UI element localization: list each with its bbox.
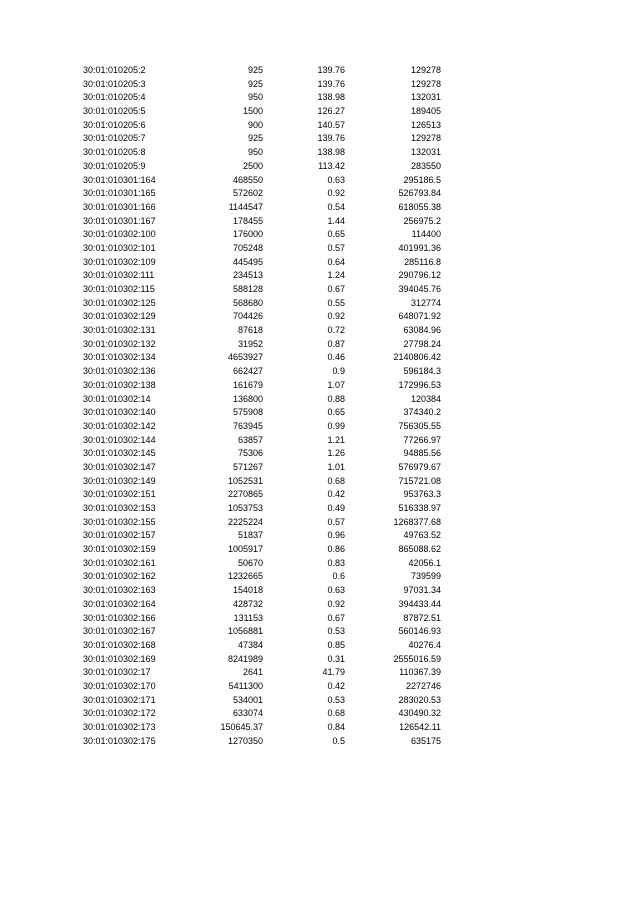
cadastral-number-cell: 30:01:010302:159 xyxy=(83,544,156,555)
table-row xyxy=(83,119,443,133)
value-cell: 285116.8 xyxy=(404,256,441,267)
area-cell: 950 xyxy=(247,92,263,103)
table-row xyxy=(83,351,443,365)
table-row xyxy=(83,242,443,256)
cadastral-number-cell: 30:01:010302:161 xyxy=(83,557,156,568)
rate-cell: 138.98 xyxy=(317,92,345,103)
rate-cell: 138.98 xyxy=(317,147,345,158)
area-cell: 763945 xyxy=(232,420,263,431)
area-cell: 705248 xyxy=(232,242,263,253)
value-cell: 110367.39 xyxy=(399,667,441,678)
area-cell: 900 xyxy=(247,119,263,130)
table-row xyxy=(83,680,443,694)
cadastral-number-cell: 30:01:010302:111 xyxy=(83,270,155,281)
cadastral-number-cell: 30:01:010302:175 xyxy=(83,735,156,746)
value-cell: 94885.56 xyxy=(403,448,441,459)
rate-cell: 0.42 xyxy=(327,680,345,691)
area-cell: 178455 xyxy=(232,215,263,226)
rate-cell: 0.46 xyxy=(327,352,345,363)
table-row xyxy=(83,516,443,530)
rate-cell: 0.67 xyxy=(327,612,345,623)
value-cell: 87872.51 xyxy=(403,612,441,623)
table-row xyxy=(83,174,443,188)
value-cell: 63084.96 xyxy=(403,325,441,336)
rate-cell: 0.57 xyxy=(327,516,345,527)
value-cell: 129278 xyxy=(410,78,441,89)
area-cell: 47384 xyxy=(237,639,263,650)
table-row xyxy=(83,365,443,379)
value-cell: 132031 xyxy=(410,92,441,103)
area-cell: 568680 xyxy=(232,297,263,308)
rate-cell: 0.72 xyxy=(327,325,345,336)
rate-cell: 0.83 xyxy=(327,557,345,568)
value-cell: 576979.67 xyxy=(398,461,441,472)
area-cell: 2641 xyxy=(242,667,263,678)
rate-cell: 0.96 xyxy=(327,530,345,541)
table-row xyxy=(83,434,443,448)
cadastral-number-cell: 30:01:010301:167 xyxy=(83,215,156,226)
cadastral-number-cell: 30:01:010302:145 xyxy=(83,448,156,459)
area-cell: 5411300 xyxy=(228,680,263,691)
cadastral-number-cell: 30:01:010205:4 xyxy=(83,92,146,103)
value-cell: 401991.36 xyxy=(398,242,441,253)
cadastral-number-cell: 30:01:010302:171 xyxy=(83,694,156,705)
rate-cell: 0.88 xyxy=(327,393,345,404)
cadastral-number-cell: 30:01:010205:7 xyxy=(83,133,146,144)
area-cell: 1232665 xyxy=(227,571,263,582)
table-row xyxy=(83,612,443,626)
rate-cell: 0.63 xyxy=(327,174,345,185)
value-cell: 560146.93 xyxy=(398,626,441,637)
rate-cell: 0.64 xyxy=(327,256,345,267)
cadastral-number-cell: 30:01:010302:115 xyxy=(83,284,155,294)
table-row xyxy=(83,215,443,229)
value-cell: 756305.55 xyxy=(398,420,441,431)
table-row xyxy=(83,735,443,749)
area-cell: 588128 xyxy=(232,284,263,294)
area-cell: 925 xyxy=(247,78,263,89)
area-cell: 87618 xyxy=(237,325,263,336)
rate-cell: 0.53 xyxy=(327,694,345,705)
area-cell: 131153 xyxy=(233,612,263,623)
value-cell: 2140806.42 xyxy=(393,352,441,363)
table-row xyxy=(83,502,443,516)
area-cell: 1144547 xyxy=(228,201,263,212)
rate-cell: 0.63 xyxy=(327,585,345,596)
table-row xyxy=(83,393,443,407)
area-cell: 234513 xyxy=(232,270,263,281)
value-cell: 97031.34 xyxy=(403,585,441,596)
rate-cell: 139.76 xyxy=(317,133,345,144)
table-row xyxy=(83,91,443,105)
rate-cell: 1.07 xyxy=(327,379,345,390)
area-cell: 950 xyxy=(247,147,263,158)
cadastral-number-cell: 30:01:010302:144 xyxy=(83,434,156,445)
table-row xyxy=(83,201,443,215)
table-row xyxy=(83,283,443,297)
value-cell: 526793.84 xyxy=(398,188,441,199)
rate-cell: 1.44 xyxy=(327,215,345,226)
area-cell: 662427 xyxy=(232,366,263,377)
cadastral-number-cell: 30:01:010302:167 xyxy=(83,626,156,637)
value-cell: 953763.3 xyxy=(403,489,441,500)
area-cell: 50670 xyxy=(237,557,263,568)
area-cell: 51837 xyxy=(237,530,263,541)
cadastral-number-cell: 30:01:010302:153 xyxy=(83,503,156,513)
value-cell: 40276.4 xyxy=(408,639,441,650)
rate-cell: 0.49 xyxy=(327,503,345,513)
table-row xyxy=(83,310,443,324)
value-cell: 295186.5 xyxy=(403,174,441,185)
value-cell: 283020.53 xyxy=(398,694,441,705)
value-cell: 1268377.68 xyxy=(393,516,441,527)
area-cell: 176000 xyxy=(232,229,263,240)
cadastral-number-cell: 30:01:010205:9 xyxy=(83,160,146,171)
rate-cell: 0.31 xyxy=(327,653,345,664)
cadastral-number-cell: 30:01:010302:132 xyxy=(83,338,156,349)
area-cell: 8241989 xyxy=(227,653,263,664)
cadastral-number-cell: 30:01:010302:138 xyxy=(83,379,156,390)
value-cell: 77266.97 xyxy=(403,434,441,445)
area-cell: 445495 xyxy=(232,256,263,267)
area-cell: 1270350 xyxy=(227,735,263,746)
table-row xyxy=(83,488,443,502)
cadastral-number-cell: 30:01:010302:100 xyxy=(83,229,156,240)
rate-cell: 0.68 xyxy=(327,475,345,486)
table-row xyxy=(83,78,443,92)
table-row xyxy=(83,256,443,270)
table-row xyxy=(83,461,443,475)
area-cell: 428732 xyxy=(232,598,263,609)
rate-cell: 0.92 xyxy=(327,311,345,322)
area-cell: 1053753 xyxy=(227,503,263,513)
area-cell: 925 xyxy=(247,65,263,75)
cadastral-number-cell: 30:01:010302:140 xyxy=(83,407,156,418)
value-cell: 739599 xyxy=(410,571,441,582)
area-cell: 154018 xyxy=(232,585,263,596)
area-cell: 925 xyxy=(247,133,263,144)
rate-cell: 0.92 xyxy=(327,188,345,199)
table-row xyxy=(83,694,443,708)
cadastral-number-cell: 30:01:010302:101 xyxy=(83,242,156,253)
value-cell: 132031 xyxy=(410,147,441,158)
table-row xyxy=(83,529,443,543)
value-cell: 312774 xyxy=(410,297,441,308)
rate-cell: 0.53 xyxy=(327,626,345,637)
cadastral-number-cell: 30:01:010302:109 xyxy=(83,256,156,267)
value-cell: 635175 xyxy=(410,735,441,746)
value-cell: 42056.1 xyxy=(408,557,441,568)
table-row xyxy=(83,105,443,119)
value-cell: 2555016.59 xyxy=(393,653,441,664)
value-cell: 430490.32 xyxy=(398,708,441,719)
cadastral-number-cell: 30:01:010302:147 xyxy=(83,461,156,472)
value-cell: 374340.2 xyxy=(403,407,441,418)
rate-cell: 0.86 xyxy=(327,544,345,555)
area-cell: 136800 xyxy=(232,393,263,404)
cadastral-number-cell: 30:01:010302:149 xyxy=(83,475,156,486)
table-row xyxy=(83,557,443,571)
value-cell: 394045.76 xyxy=(398,284,441,294)
rate-cell: 139.76 xyxy=(317,65,345,75)
cadastral-number-cell: 30:01:010302:173 xyxy=(83,722,156,732)
cadastral-number-cell: 30:01:010302:169 xyxy=(83,653,156,664)
value-cell: 283550 xyxy=(410,160,441,171)
value-cell: 129278 xyxy=(410,133,441,144)
cadastral-number-cell: 30:01:010302:162 xyxy=(83,571,156,582)
table-row xyxy=(83,146,443,160)
rate-cell: 139.76 xyxy=(317,78,345,89)
value-cell: 126513 xyxy=(410,119,441,130)
rate-cell: 0.87 xyxy=(327,338,345,349)
area-cell: 633074 xyxy=(232,708,263,719)
cadastral-number-cell: 30:01:010302:170 xyxy=(83,680,156,691)
table-row xyxy=(83,598,443,612)
table-row xyxy=(83,132,443,146)
area-cell: 1500 xyxy=(242,106,263,117)
table-row xyxy=(83,64,443,78)
value-cell: 290796.12 xyxy=(398,270,441,281)
cadastral-number-cell: 30:01:010302:166 xyxy=(83,612,156,623)
cadastral-number-cell: 30:01:010302:142 xyxy=(83,420,156,431)
value-cell: 126542.11 xyxy=(399,722,441,732)
table-row xyxy=(83,187,443,201)
cadastral-number-cell: 30:01:010302:134 xyxy=(83,352,156,363)
table-row xyxy=(83,269,443,283)
area-cell: 534001 xyxy=(232,694,263,705)
cadastral-number-cell: 30:01:010205:8 xyxy=(83,147,146,158)
table-row xyxy=(83,379,443,393)
cadastral-number-cell: 30:01:010301:165 xyxy=(83,188,156,199)
cadastral-number-cell: 30:01:010302:172 xyxy=(83,708,156,719)
table-row xyxy=(83,324,443,338)
area-cell: 571267 xyxy=(232,461,263,472)
rate-cell: 1.01 xyxy=(327,461,345,472)
rate-cell: 0.92 xyxy=(327,598,345,609)
table-row xyxy=(83,475,443,489)
value-cell: 189405 xyxy=(410,106,441,117)
value-cell: 172996.53 xyxy=(398,379,441,390)
rate-cell: 1.21 xyxy=(327,434,345,445)
value-cell: 256975.2 xyxy=(403,215,441,226)
cadastral-number-cell: 30:01:010302:151 xyxy=(83,489,156,500)
value-cell: 648071.92 xyxy=(398,311,441,322)
table-row xyxy=(83,447,443,461)
cadastral-number-cell: 30:01:010302:157 xyxy=(83,530,156,541)
area-cell: 161679 xyxy=(232,379,263,390)
cadastral-number-cell: 30:01:010205:3 xyxy=(83,78,146,89)
cadastral-number-cell: 30:01:010205:5 xyxy=(83,106,146,117)
rate-cell: 0.99 xyxy=(327,420,345,431)
cadastral-number-cell: 30:01:010302:131 xyxy=(83,325,156,336)
value-cell: 715721.08 xyxy=(398,475,441,486)
area-cell: 468550 xyxy=(232,174,263,185)
area-cell: 150645.37 xyxy=(220,722,263,732)
area-cell: 75306 xyxy=(237,448,263,459)
table-row xyxy=(83,543,443,557)
rate-cell: 0.55 xyxy=(327,297,345,308)
cadastral-number-cell: 30:01:010205:2 xyxy=(83,65,146,75)
area-cell: 2500 xyxy=(242,160,263,171)
rate-cell: 0.42 xyxy=(327,489,345,500)
table-row xyxy=(83,639,443,653)
table-row xyxy=(83,338,443,352)
table-row xyxy=(83,160,443,174)
value-cell: 120384 xyxy=(410,393,441,404)
value-cell: 865088.62 xyxy=(398,544,441,555)
table-row xyxy=(83,707,443,721)
table-row xyxy=(83,406,443,420)
area-cell: 1005917 xyxy=(227,544,263,555)
value-cell: 2272746 xyxy=(405,680,441,691)
table-row xyxy=(83,584,443,598)
table-row xyxy=(83,666,443,680)
cadastral-number-cell: 30:01:010302:168 xyxy=(83,639,156,650)
cadastral-number-cell: 30:01:010302:163 xyxy=(83,585,156,596)
area-cell: 2270865 xyxy=(227,489,263,500)
rate-cell: 41.79 xyxy=(322,667,345,678)
rate-cell: 0.65 xyxy=(327,407,345,418)
table-row xyxy=(83,625,443,639)
rate-cell: 1.24 xyxy=(327,270,345,281)
rate-cell: 0.6 xyxy=(332,571,345,582)
cadastral-number-cell: 30:01:010302:14 xyxy=(83,393,151,404)
area-cell: 572602 xyxy=(232,188,263,199)
value-cell: 596184.3 xyxy=(403,366,441,377)
rate-cell: 0.68 xyxy=(327,708,345,719)
cadastral-number-cell: 30:01:010302:129 xyxy=(83,311,156,322)
rate-cell: 0.54 xyxy=(327,201,345,212)
area-cell: 704426 xyxy=(232,311,263,322)
rate-cell: 140.57 xyxy=(317,119,345,130)
cadastral-number-cell: 30:01:010302:17 xyxy=(83,667,151,678)
table-row xyxy=(83,228,443,242)
rate-cell: 113.42 xyxy=(318,160,345,171)
rate-cell: 0.57 xyxy=(327,242,345,253)
cadastral-number-cell: 30:01:010301:166 xyxy=(83,201,156,212)
area-cell: 1056881 xyxy=(227,626,263,637)
area-cell: 4653927 xyxy=(227,352,263,363)
cadastral-number-cell: 30:01:010301:164 xyxy=(83,174,156,185)
value-cell: 129278 xyxy=(410,65,441,75)
area-cell: 1052531 xyxy=(227,475,263,486)
rate-cell: 0.9 xyxy=(332,366,345,377)
value-cell: 516338.97 xyxy=(398,503,441,513)
rate-cell: 0.5 xyxy=(332,735,345,746)
rate-cell: 0.85 xyxy=(327,639,345,650)
area-cell: 575908 xyxy=(232,407,263,418)
table-row xyxy=(83,420,443,434)
data-table xyxy=(83,64,443,748)
cadastral-number-cell: 30:01:010205:6 xyxy=(83,119,146,130)
cadastral-number-cell: 30:01:010302:164 xyxy=(83,598,156,609)
rate-cell: 126.27 xyxy=(317,106,345,117)
rate-cell: 0.67 xyxy=(327,284,345,294)
table-row xyxy=(83,721,443,735)
value-cell: 618055.38 xyxy=(398,201,441,212)
rate-cell: 0.84 xyxy=(327,722,345,732)
rate-cell: 1.26 xyxy=(327,448,345,459)
value-cell: 394433.44 xyxy=(398,598,441,609)
value-cell: 49763.52 xyxy=(403,530,441,541)
table-row xyxy=(83,297,443,311)
table-row xyxy=(83,570,443,584)
rate-cell: 0.65 xyxy=(327,229,345,240)
area-cell: 31952 xyxy=(237,338,263,349)
value-cell: 27798.24 xyxy=(403,338,441,349)
area-cell: 63857 xyxy=(237,434,263,445)
cadastral-number-cell: 30:01:010302:155 xyxy=(83,516,156,527)
area-cell: 2225224 xyxy=(227,516,263,527)
value-cell: 114400 xyxy=(411,229,441,240)
table-row xyxy=(83,653,443,667)
cadastral-number-cell: 30:01:010302:136 xyxy=(83,366,156,377)
cadastral-number-cell: 30:01:010302:125 xyxy=(83,297,156,308)
